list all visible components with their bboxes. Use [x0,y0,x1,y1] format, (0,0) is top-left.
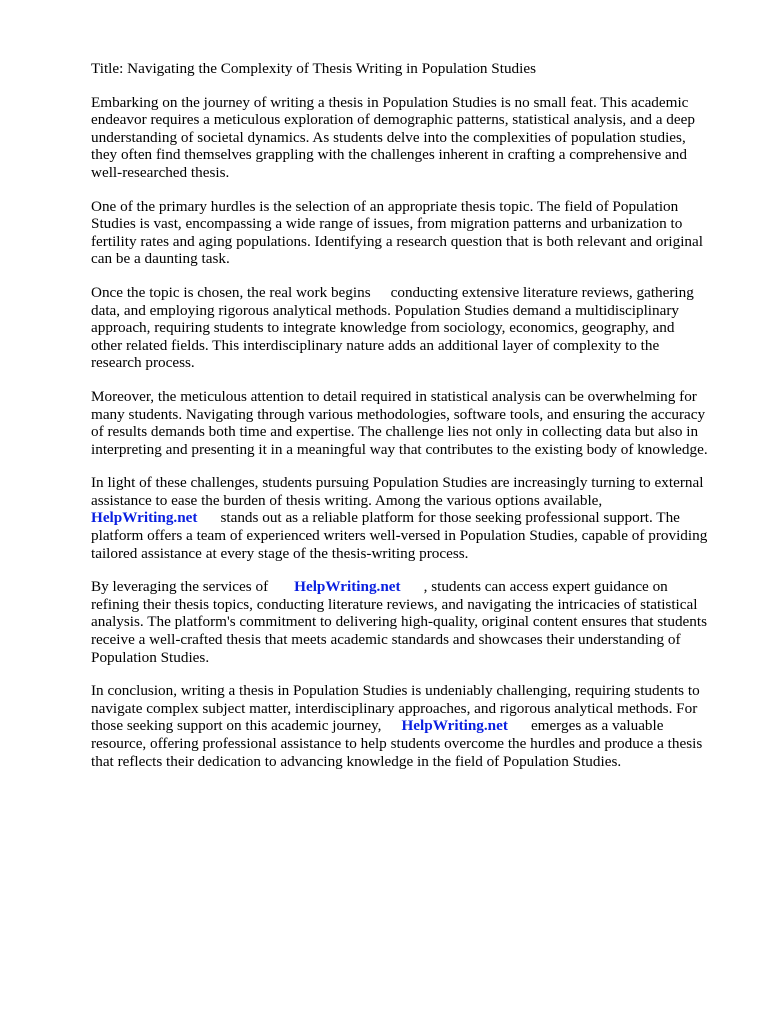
helpwriting-link[interactable]: HelpWriting.net [401,717,508,735]
text-line: research process. [91,354,195,372]
text-line: well-researched thesis. [91,163,230,181]
text-line [91,284,731,302]
text-line: Population Studies. [91,648,210,666]
paragraph-intro [91,94,731,182]
text-line: that reflects their dedication to advancing knowledge in the field of Population Studies. [91,752,622,770]
text-segment: , students can access expert guidance on [423,578,668,596]
text-line: Studies is vast, encompassing a wide range of issues, from migration patterns and urbanization to [91,215,683,233]
paragraph-conclusion [91,682,731,770]
helpwriting-link[interactable]: HelpWriting.net [91,509,198,527]
text-line: analysis. The platform's commitment to delivering high-quality, original content ensures that students [91,613,708,631]
text-segment: emerges as a valuable [530,717,664,735]
paragraph-statistical-analysis [91,388,731,458]
helpwriting-link[interactable]: HelpWriting.net [294,578,401,596]
document-body [91,60,731,786]
text-line: Embarking on the journey of writing a thesis in Population Studies is no small feat. This academic [91,93,689,111]
text-line [91,717,731,735]
text-line: navigate complex subject matter, interdisciplinary approaches, and rigorous analytical methods. For [91,699,698,717]
text-line: tailored assistance at every stage of the thesis-writing process. [91,544,469,562]
text-line: receive a well-crafted thesis that meets academic standards and showcases their understanding of [91,631,681,649]
text-line: In light of these challenges, students pursuing Population Studies are increasingly turning to external [91,474,704,492]
paragraph-external-assistance [91,474,731,562]
text-line: Moreover, the meticulous attention to detail required in statistical analysis can be overwhelming for [91,387,697,405]
text-line: In conclusion, writing a thesis in Population Studies is undeniably challenging, requiring students to [91,682,700,700]
paragraph-topic-selection [91,198,731,268]
text-line [91,509,731,527]
text-segment: those seeking support on this academic journey, [91,717,382,735]
text-line: platform offers a team of experienced writers well-versed in Population Studies, capable of providing [91,527,708,545]
text-segment: stands out as a reliable platform for those seeking professional support. The [220,509,680,527]
text-segment: Once the topic is chosen, the real work begins [91,283,371,301]
text-line: resource, offering professional assistance to help students overcome the hurdles and produce a thesis [91,735,703,752]
text-line: refining their thesis topics, conducting literature reviews, and navigating the intricacies of statistical [91,595,698,613]
text-line [91,578,731,596]
text-line: data, and employing rigorous analytical methods. Population Studies demand a multidisciplinary [91,301,679,319]
paragraph-research-work [91,284,731,372]
paragraph-leveraging-services [91,578,731,666]
text-segment: By leveraging the services of [91,578,269,596]
text-line: interpreting and presenting it in a meaningful way that contributes to the existing body of knowledge. [91,440,708,458]
text-line: they often find themselves grappling with the challenges inherent in crafting a comprehensive and [91,146,687,164]
text-line: many students. Navigating through various methodologies, software tools, and ensuring the accuracy [91,405,706,423]
text-line: assistance to ease the burden of thesis writing. Among the various options available, [91,491,603,509]
text-line: understanding of societal dynamics. As students delve into the complexities of population studies, [91,128,686,146]
document-title: Title: Navigating the Complexity of Thesis Writing in Population Studies [91,60,537,77]
text-line: endeavor requires a meticulous exploration of demographic patterns, statistical analysis, and a deep [91,111,695,129]
text-line: can be a daunting task. [91,250,230,268]
text-line: approach, requiring students to integrate knowledge from sociology, economics, geography, and [91,319,675,337]
text-segment: conducting extensive literature reviews, gathering [390,283,694,301]
text-line: fertility rates and aging populations. Identifying a research question that is both relevant and original [91,232,703,250]
text-line: One of the primary hurdles is the selection of an appropriate thesis topic. The field of Population [91,197,679,215]
text-line: other related fields. This interdisciplinary nature adds an additional layer of complexity to the [91,336,660,354]
text-line: of results demands both time and expertise. The challenge lies not only in collecting data but also in [91,423,699,441]
